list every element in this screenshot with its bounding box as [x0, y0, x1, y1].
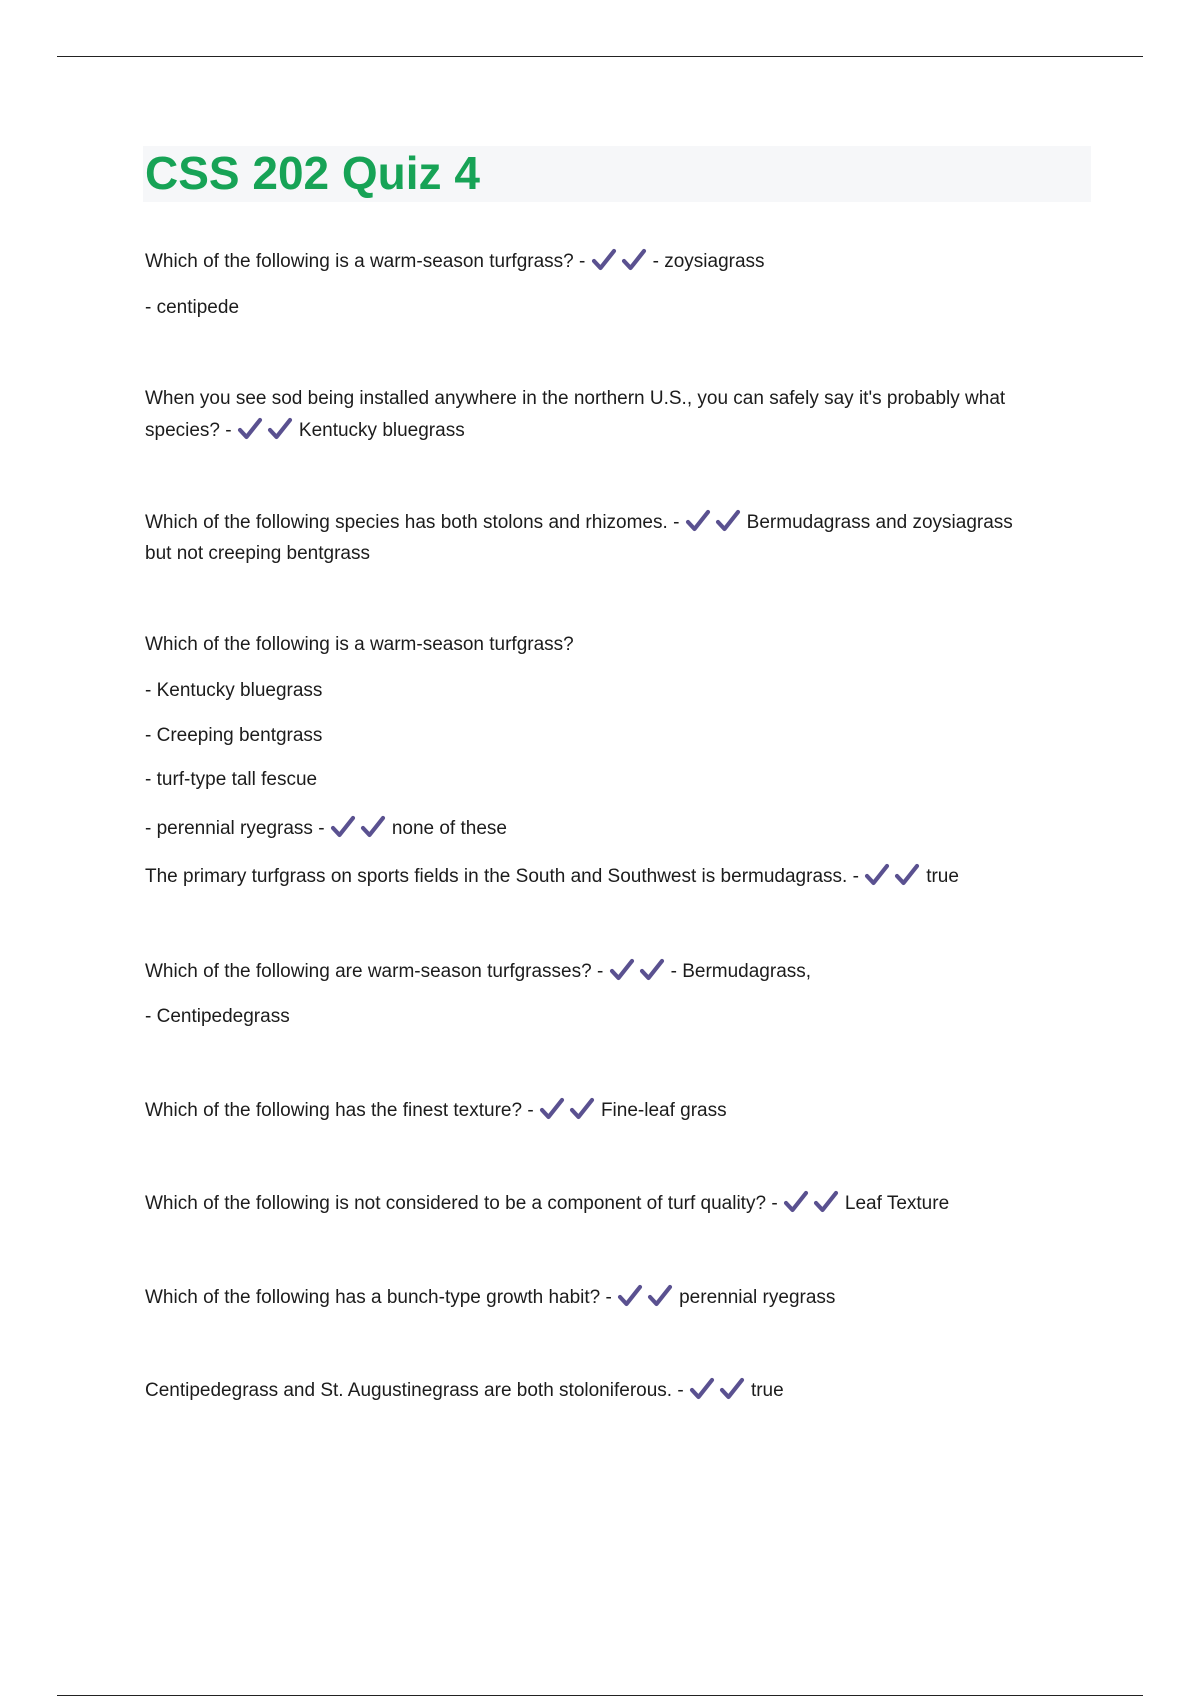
check-mark-icon [689, 1377, 715, 1401]
top-rule [57, 56, 1143, 57]
check-mark-icon [813, 1190, 839, 1214]
check-mark-icon [569, 1097, 595, 1121]
question-line: Which of the following is a warm-season turfgrass? [145, 634, 574, 655]
document-title: CSS 202 Quiz 4 [145, 147, 480, 199]
answer-text: perennial ryegrass [679, 1287, 836, 1308]
check-mark-icon [719, 1377, 745, 1401]
separator: - [579, 251, 586, 272]
answer-text: - zoysiagrass [652, 251, 765, 272]
title-band [143, 146, 1091, 202]
answer-text: true [926, 866, 959, 887]
separator: - [318, 818, 325, 839]
question-line [145, 1189, 949, 1219]
answer-text: Bermudagrass and zoysiagrass [746, 512, 1013, 533]
question-line [145, 508, 1013, 538]
question-text: Which of the following are warm-season turfgrasses? [145, 961, 592, 982]
check-mark-icon [591, 248, 617, 272]
check-mark-icon [647, 1284, 673, 1308]
separator: - [605, 1287, 612, 1308]
separator: - [771, 1193, 778, 1214]
question-line [145, 1283, 835, 1313]
check-mark-icon [715, 509, 741, 533]
option-line: - Kentucky bluegrass [145, 680, 323, 701]
separator: - [677, 1380, 684, 1401]
question-text: The primary turfgrass on sports fields in the South and Southwest is bermudagrass. [145, 866, 848, 887]
answer-text: - Bermudagrass, [670, 961, 812, 982]
question-text: Centipedegrass and St. Augustinegrass are both stoloniferous. [145, 1380, 673, 1401]
question-line [145, 1376, 784, 1406]
question-line [145, 247, 765, 277]
question-line [145, 1096, 727, 1126]
bottom-rule [57, 1695, 1143, 1696]
answer-text: Fine-leaf grass [600, 1100, 727, 1121]
check-mark-icon [360, 815, 386, 839]
answer-text: Leaf Texture [844, 1193, 950, 1214]
check-mark-icon [539, 1097, 565, 1121]
check-mark-icon [783, 1190, 809, 1214]
check-mark-icon [330, 815, 356, 839]
question-text: species? [145, 420, 220, 441]
answer-text: true [750, 1380, 784, 1401]
check-mark-icon [864, 863, 890, 887]
separator: - [852, 866, 859, 887]
question-text: Which of the following is a warm-season turfgrass? [145, 251, 574, 272]
check-mark-icon [617, 1284, 643, 1308]
question-line: When you see sod being installed anywhere in the northern U.S., you can safely say it's probably what [145, 388, 1006, 409]
question-line [145, 862, 959, 892]
check-mark-icon [237, 417, 263, 441]
question-text: Which of the following has a bunch-type growth habit? [145, 1287, 601, 1308]
question-text: Which of the following has the finest texture? [145, 1100, 523, 1121]
option-line: - Creeping bentgrass [145, 725, 323, 746]
question-line [145, 957, 811, 987]
check-mark-icon [894, 863, 920, 887]
answer-text: Kentucky bluegrass [298, 420, 465, 441]
separator: - [527, 1100, 534, 1121]
check-mark-icon [621, 248, 647, 272]
option-line: - turf-type tall fescue [145, 769, 318, 790]
answer-line: but not creeping bentgrass [145, 543, 370, 564]
answer-line: - Centipedegrass [145, 1006, 290, 1027]
option-line [145, 814, 507, 844]
question-text: Which of the following is not considered to be a component of turf quality? [145, 1193, 767, 1214]
separator: - [673, 512, 680, 533]
option-text: - perennial ryegrass [145, 818, 313, 839]
check-mark-icon [639, 958, 665, 982]
separator: - [225, 420, 232, 441]
check-mark-icon [267, 417, 293, 441]
question-line [145, 416, 465, 446]
answer-line: - centipede [145, 297, 240, 318]
check-mark-icon [609, 958, 635, 982]
answer-text: none of these [391, 818, 507, 839]
question-text: Which of the following species has both stolons and rhizomes. [145, 512, 668, 533]
separator: - [596, 961, 604, 982]
check-mark-icon [685, 509, 711, 533]
